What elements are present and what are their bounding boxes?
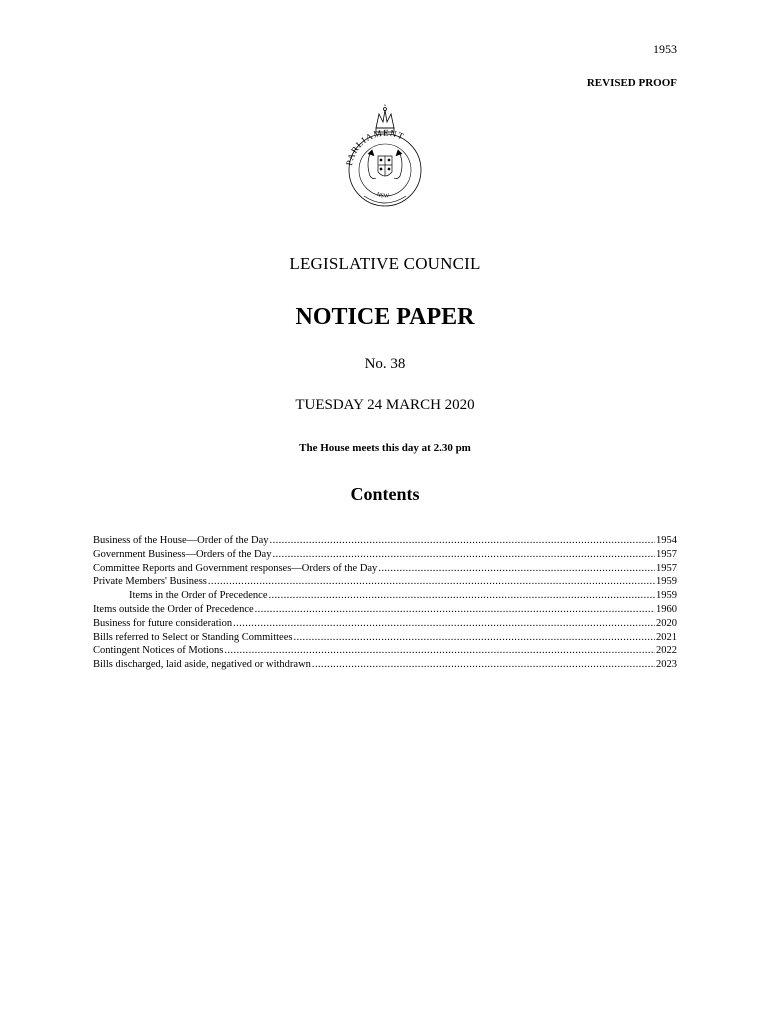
- toc-leader-dots: [224, 644, 655, 658]
- toc-entry[interactable]: [93, 603, 677, 617]
- toc-entry-label: Bills discharged, laid aside, negatived or withdrawn: [93, 659, 311, 671]
- toc-entry[interactable]: [93, 562, 677, 576]
- coat-of-arms-icon: [368, 150, 402, 179]
- toc-entry-page: 2023: [656, 659, 677, 671]
- toc-entry-label: Items in the Order of Precedence: [129, 590, 268, 602]
- toc-leader-dots: [378, 562, 655, 576]
- toc-entry-page: 1957: [656, 562, 677, 574]
- toc-entry-label: Committee Reports and Government responses—Orders of the Day: [93, 562, 378, 574]
- toc-entry[interactable]: [93, 575, 677, 589]
- crest-text-bottom: NSW: [375, 191, 390, 200]
- crest-text-top: PARLIAMENT: [344, 127, 407, 167]
- toc-entry-label: Private Members' Business: [93, 576, 207, 588]
- toc-entry-page: 2020: [656, 617, 677, 629]
- toc-entry-page: 1957: [656, 548, 677, 560]
- revised-proof-label: REVISED PROOF: [586, 77, 677, 89]
- toc-entry[interactable]: [93, 631, 677, 645]
- toc-entry[interactable]: [93, 617, 677, 631]
- toc-leader-dots: [312, 658, 655, 672]
- page-number: 1953: [653, 42, 677, 56]
- toc-entry-label: Government Business—Orders of the Day: [93, 548, 272, 560]
- toc-entry-page: 1954: [656, 535, 677, 546]
- toc-entry-label: Business for future consideration: [93, 617, 233, 629]
- toc-entry-page: 1959: [656, 590, 677, 602]
- contents-heading: Contents: [350, 484, 420, 504]
- toc-entry-label: Business of the House—Order of the Day: [93, 535, 269, 546]
- issue-number: No. 38: [364, 356, 406, 372]
- toc-leader-dots: [272, 548, 655, 562]
- parliament-nsw-crest-logo: [340, 104, 430, 212]
- toc-leader-dots: [270, 534, 655, 548]
- toc-leader-dots: [208, 575, 655, 589]
- notice-paper-title: NOTICE PAPER: [295, 304, 475, 330]
- toc-entry-label: Contingent Notices of Motions: [93, 645, 224, 657]
- toc-entry-page: 2021: [656, 631, 677, 643]
- toc-entry-label: Bills referred to Select or Standing Committees: [93, 631, 293, 643]
- meeting-time: The House meets this day at 2.30 pm: [299, 442, 471, 454]
- toc-leader-dots: [255, 603, 655, 617]
- toc-entry-page: 1960: [656, 603, 677, 615]
- toc-leader-dots: [268, 589, 655, 603]
- toc-leader-dots: [233, 617, 655, 631]
- toc-entry-label: Items outside the Order of Precedence: [93, 603, 254, 615]
- toc-entry[interactable]: [93, 644, 677, 658]
- toc-leader-dots: [293, 631, 655, 645]
- toc-entry[interactable]: [93, 658, 677, 672]
- table-of-contents: [93, 534, 677, 672]
- toc-entry[interactable]: [93, 548, 677, 562]
- toc-entry-indented[interactable]: [93, 589, 677, 603]
- svg-text:NSW: [376, 192, 390, 200]
- toc-entry-page: 2022: [656, 645, 677, 657]
- toc-entry[interactable]: [93, 534, 677, 548]
- sitting-date: TUESDAY 24 MARCH 2020: [295, 397, 475, 413]
- toc-entry-page: 1959: [656, 576, 677, 588]
- council-name: LEGISLATIVE COUNCIL: [289, 254, 481, 273]
